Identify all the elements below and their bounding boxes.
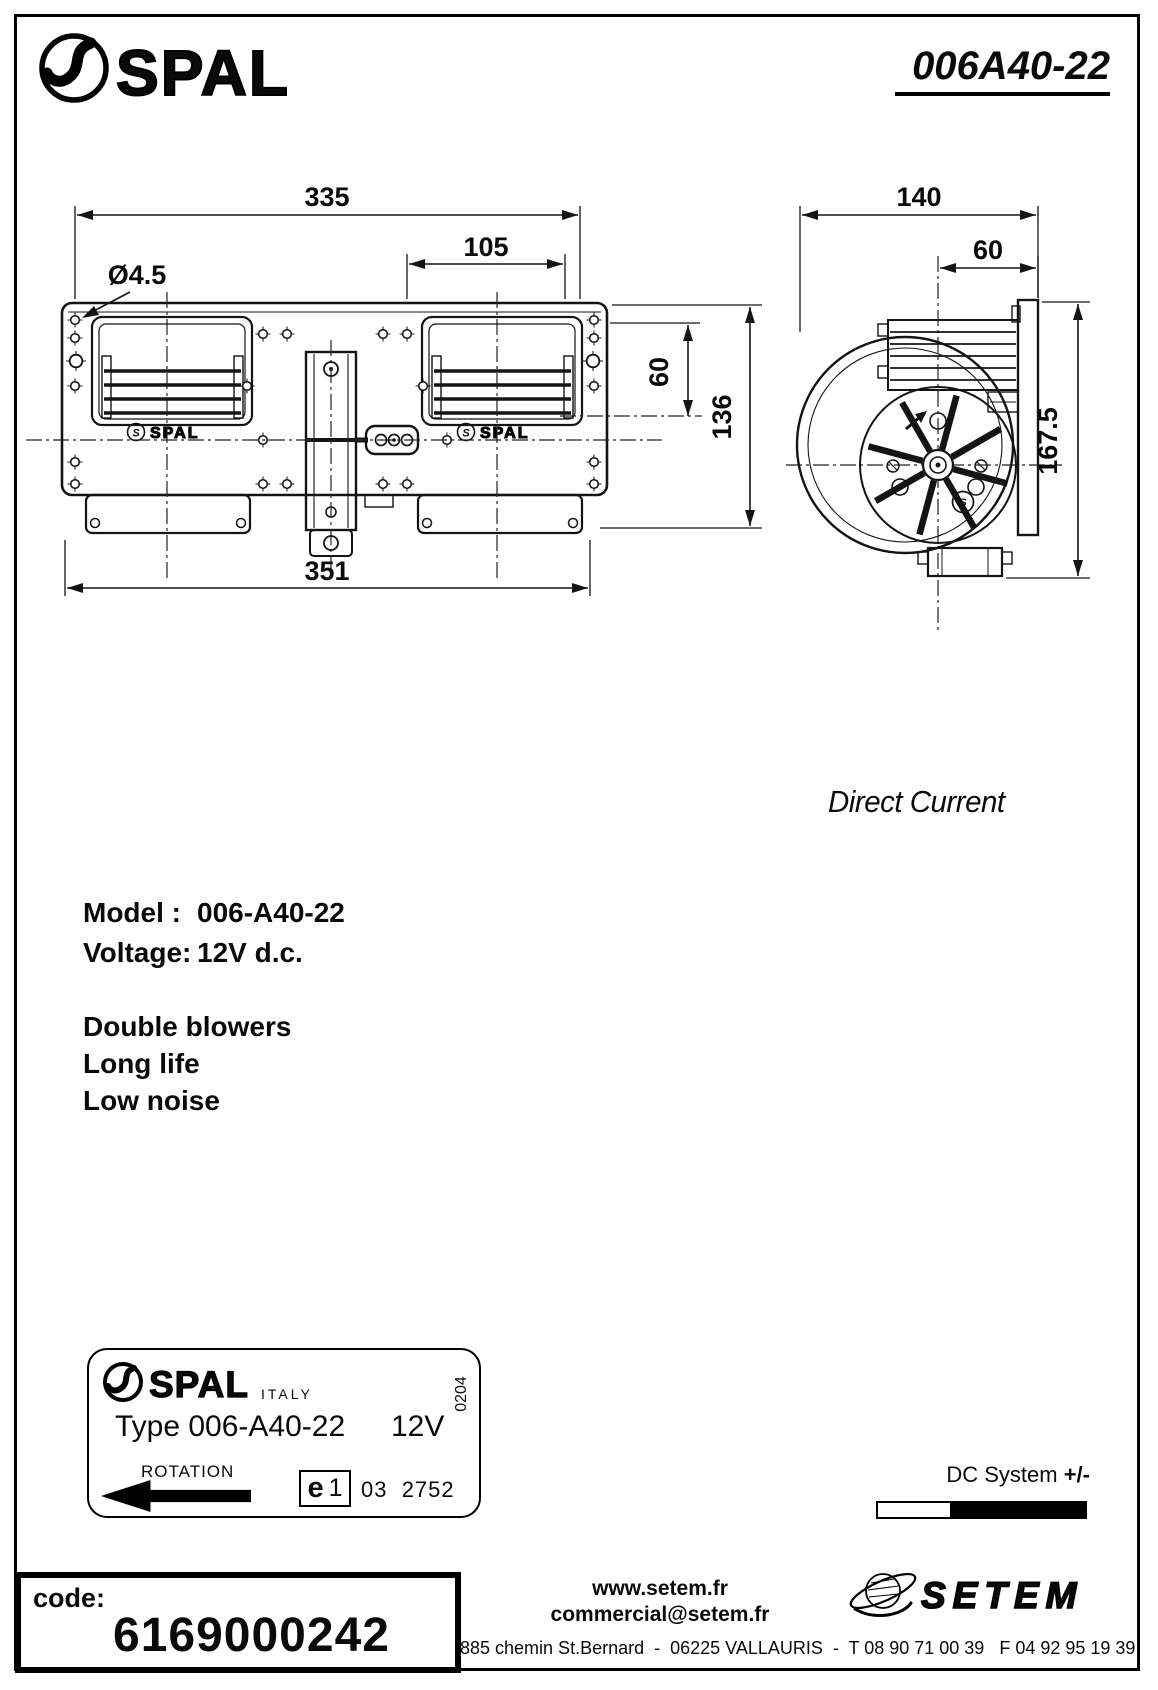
label-date-code: 0204 bbox=[453, 1376, 470, 1412]
dim-depth: 140 bbox=[896, 182, 942, 212]
dc-bar-black-segment bbox=[952, 1501, 1087, 1519]
dc-system-polarity: +/- bbox=[1063, 1462, 1090, 1487]
mounting-holes bbox=[66, 313, 603, 492]
dc-system-label: DC System bbox=[946, 1462, 1058, 1487]
dim-height-total: 136 bbox=[707, 394, 737, 440]
dim-width-bottom: 351 bbox=[304, 556, 350, 586]
subtitle-direct-current: Direct Current bbox=[828, 784, 1005, 819]
feature-item: Double blowers bbox=[83, 1011, 292, 1042]
dim-side-height: 167.5 bbox=[1033, 407, 1063, 475]
setem-logo bbox=[845, 1563, 1113, 1627]
feature-item: Low noise bbox=[83, 1085, 220, 1116]
label-voltage: 12V bbox=[391, 1410, 445, 1443]
label-s-swoosh-icon bbox=[108, 1368, 134, 1390]
address-line: 885 chemin St.Bernard - 06225 VALLAURIS - T 08 90 71 00 39 F 04 92 95 19 39 bbox=[460, 1638, 1136, 1658]
wheel-spal-monogram: S bbox=[959, 497, 967, 509]
product-label bbox=[87, 1348, 481, 1518]
approval-mark bbox=[299, 1470, 351, 1507]
model-value: 006-A40-22 bbox=[197, 897, 345, 928]
dc-bar-white-segment bbox=[876, 1501, 952, 1519]
model-label: Model : bbox=[83, 897, 181, 928]
distributor-wordmark: SETEM bbox=[921, 1575, 1084, 1616]
contact-block bbox=[480, 1576, 840, 1628]
label-brand: SPAL bbox=[149, 1364, 249, 1405]
rotation-label: ROTATION bbox=[141, 1462, 235, 1481]
dc-system-bar bbox=[876, 1501, 1087, 1519]
dim-center-offset: 60 bbox=[972, 235, 1004, 265]
dim-hole-diameter: Ø4.5 bbox=[107, 260, 167, 290]
setem-logo-icon bbox=[845, 1563, 1113, 1627]
body-spal-mark bbox=[128, 424, 200, 443]
side-view bbox=[797, 300, 1038, 576]
label-country: ITALY bbox=[261, 1386, 313, 1402]
body-spal-monogram: S bbox=[132, 427, 140, 440]
email: commercial@setem.fr bbox=[550, 1603, 770, 1626]
dim-width-top: 335 bbox=[304, 182, 350, 212]
voltage-label: Voltage: bbox=[83, 937, 192, 968]
voltage-value: 12V d.c. bbox=[197, 937, 303, 968]
website: www.setem.fr bbox=[592, 1577, 728, 1600]
part-number: 006A40-22 bbox=[895, 44, 1110, 96]
rotation-arrow-icon bbox=[101, 1480, 251, 1512]
brand-wordmark: SPAL bbox=[116, 37, 290, 108]
approval-class: 1 bbox=[328, 1474, 343, 1502]
code-box bbox=[15, 1572, 461, 1673]
approval-number: 03 2752 bbox=[361, 1477, 455, 1502]
feature-list bbox=[83, 1008, 291, 1119]
dim-height-upper: 60 bbox=[644, 356, 674, 388]
model-row bbox=[83, 893, 345, 933]
code-value: 6169000242 bbox=[113, 1609, 390, 1662]
extension-lines bbox=[65, 206, 1090, 596]
label-type: Type 006-A40-22 bbox=[115, 1410, 346, 1443]
dc-system bbox=[900, 1462, 1090, 1488]
approval-letter: e bbox=[307, 1472, 324, 1504]
dim-hole-pitch: 105 bbox=[463, 232, 509, 262]
body-spal-monogram: S bbox=[462, 427, 470, 440]
body-spal-wordmark: SPAL bbox=[150, 425, 200, 442]
body-spal-mark bbox=[458, 424, 530, 443]
voltage-row bbox=[83, 933, 345, 973]
technical-drawing bbox=[0, 0, 1158, 700]
code-label: code: bbox=[33, 1583, 106, 1613]
label-spal-logo bbox=[101, 1358, 331, 1406]
body-spal-wordmark: SPAL bbox=[480, 425, 530, 442]
spec-block bbox=[83, 893, 345, 973]
feature-item: Long life bbox=[83, 1048, 200, 1079]
